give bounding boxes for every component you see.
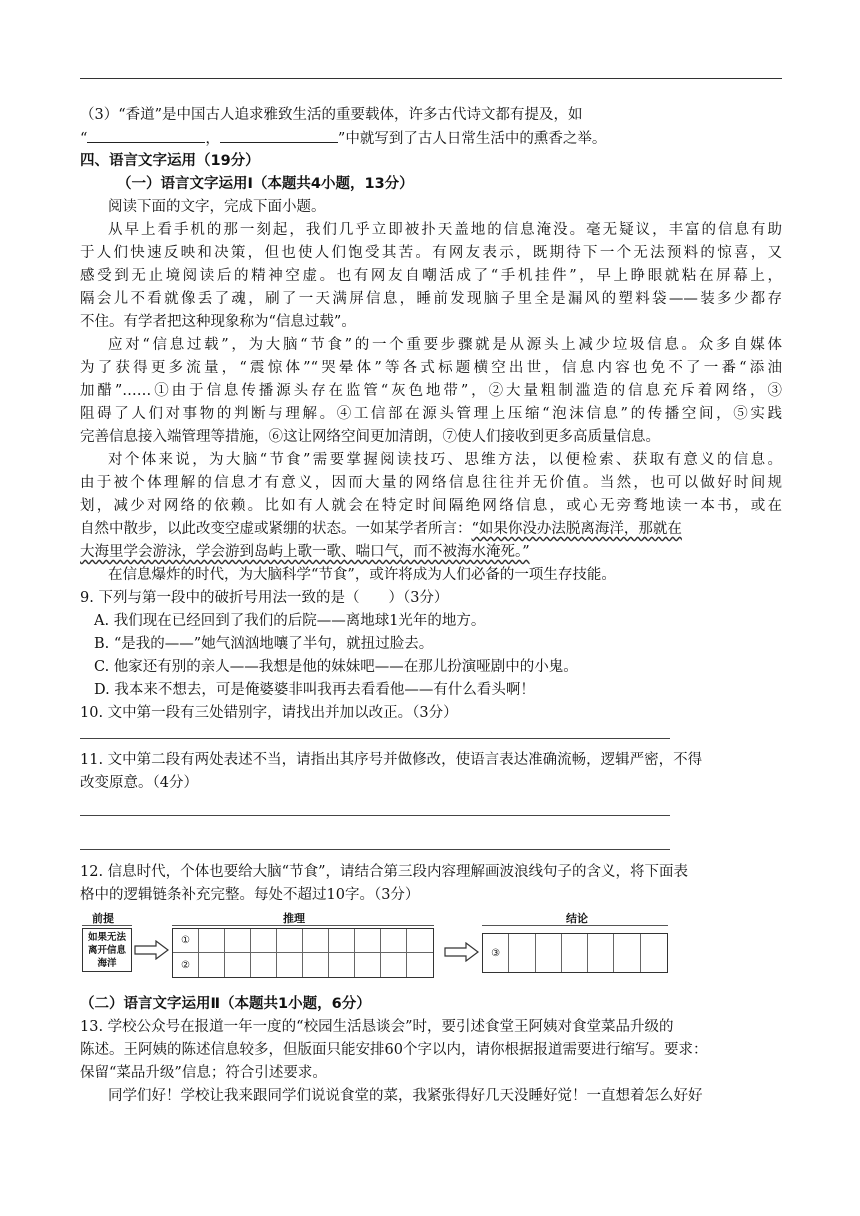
answer-cell[interactable] (251, 929, 277, 953)
reasoning-label: 推理 (283, 912, 305, 925)
answer-cell[interactable] (251, 953, 277, 977)
para1-line: 不住。有学者把这种现象称为“信息过载”。 (80, 314, 356, 330)
q13-quote: 同学们好！学校让我来跟同学们说说食堂的菜，我紧张得好几天没睡好觉！一直想着怎么好好 (108, 1088, 703, 1104)
para3-line (80, 541, 782, 563)
q13-stem-cont: 陈述。王阿姨的陈述信息较多，但版面只能安排60个字以内，请你根据报道需要进行缩写。要求： (80, 1042, 708, 1058)
q13-stem-cont: 保留“菜品升级”信息；符合引述要求。 (80, 1065, 327, 1081)
conclusion-grid[interactable] (482, 933, 668, 973)
section4-title: 四、语言文字运用（19分） (80, 153, 260, 169)
para3-line: 由于被个体理解的信息才有意义，因而大量的网络信息往往并无价值。当然，也可以做好时间规 (80, 475, 782, 491)
para1-line: 于人们快速反映和决策，但也使人们饱受其苦。有网友表示，既期待下一个无法预料的惊喜，又 (80, 245, 782, 261)
wavy-sentence: 大海里学会游泳，学会游到岛屿上歌一歌、喘口气，而不被海水淹死。” (80, 544, 530, 560)
row-marker[interactable]: ② (173, 953, 199, 977)
answer-cell[interactable] (329, 929, 355, 953)
reading-intro: 阅读下面的文字，完成下面小题。 (108, 199, 326, 215)
reasoning-grid[interactable] (172, 928, 434, 978)
q9-option-d[interactable]: D. 我本来不想去，可是俺婆婆非叫我再去看看他——有什么看头啊！ (94, 682, 535, 698)
answer-cell[interactable] (355, 953, 381, 977)
answer-cell[interactable] (381, 953, 407, 977)
answer-cell[interactable] (614, 934, 640, 972)
conclusion-rule (482, 925, 668, 926)
answer-cell[interactable] (303, 953, 329, 977)
sub2-title: （二）语言文字运用Ⅱ（本题共1小题，6分） (80, 996, 371, 1012)
premise-box: 如果无法 离开信息 海洋 (82, 928, 132, 972)
q9-option-c[interactable]: C. 他家还有别的亲人——我想是他的妹妹吧——在那儿扮演哑剧中的小鬼。 (94, 659, 578, 675)
q11-answer-line[interactable] (80, 815, 670, 816)
answer-cell[interactable] (355, 929, 381, 953)
answer-cell[interactable] (225, 953, 251, 977)
para1-line: 感受到无止境阅读后的精神空虚。也有网友自嘲活成了“手机挂件”，早上睁眼就粘在屏幕上， (80, 268, 782, 284)
answer-cell[interactable] (381, 929, 407, 953)
answer-cell[interactable] (277, 953, 303, 977)
header-rule (80, 78, 782, 79)
q9-option-a[interactable]: A. 我们现在已经回到了我们的后院——离地球1光年的地方。 (94, 613, 486, 629)
answer-cell[interactable] (588, 934, 614, 972)
answer-cell[interactable] (407, 953, 433, 977)
para2-line: 加醋”……①由于信息传播源头存在监管“灰色地带”，②大量粗制滥造的信息充斥着网络，③ (80, 383, 782, 399)
para3-line: 自然中散步，以此改变空虚或紧绷的状态。一如某学者所言：“如果你没办法脱离海洋，那就在 (80, 521, 682, 537)
answer-cell[interactable] (407, 929, 433, 953)
para3-line: 对个体来说，为大脑“节食”需要掌握阅读技巧、思维方法，以便检索、获取有意义的信息。 (108, 452, 782, 468)
para3-line: 划，减少对网络的依赖。比如有人就会在特定时间隔绝网络信息，或心无旁骛地读一本书，或在 (80, 498, 782, 514)
q11-stem-cont: 改变原意。（4分） (80, 775, 198, 791)
para2-line: 为了获得更多流量，“震惊体”“哭晕体”等各式标题横空出世，信息内容也免不了一番“添油 (80, 360, 782, 376)
para2-line: 完善信息接入端管理等措施，⑥这让网络空间更加清朗，⑦使人们接收到更多高质量信息。 (80, 429, 660, 445)
answer-cell[interactable] (509, 934, 535, 972)
answer-cell[interactable] (199, 953, 225, 977)
para2-line: 应对“信息过载”，为大脑“节食”的一个重要步骤就是从源头上减少垃圾信息。众多自媒体 (108, 337, 782, 353)
answer-cell[interactable] (303, 929, 329, 953)
premise-label: 前提 (92, 912, 114, 925)
arrow-right-icon (134, 940, 170, 960)
answer-blank-1[interactable] (87, 127, 205, 143)
para1-line: 隔会儿不看就像丢了魂，刷了一天满屏信息，睡前发现脑子里全是漏风的塑料袋——装多少都存 (80, 291, 782, 307)
answer-cell[interactable] (536, 934, 562, 972)
wavy-sentence: “如果你没办法脱离海洋，那就在 (471, 521, 682, 537)
conclusion-label: 结论 (566, 912, 588, 925)
para2-line: 阻碍了人们对事物的判断与理解。④工信部在源头管理上压缩“泡沫信息”的传播空间，⑤实践 (80, 406, 782, 422)
sub1-title: （一）语言文字运用Ⅰ（本题共4小题，13分） (117, 176, 414, 192)
reasoning-rule (172, 925, 434, 926)
q12-stem-cont: 格中的逻辑链条补充完整。每处不超过10字。（3分） (80, 887, 420, 903)
q10-answer-line[interactable] (80, 738, 670, 739)
arrow-right-icon (444, 942, 480, 962)
q3-line2: “ ， ”中就写到了古人日常生活中的熏香之举。 (80, 127, 782, 150)
para1-line: 从早上看手机的那一刻起，我们几乎立即被扑天盖地的信息淹没。毫无疑议，丰富的信息有助 (108, 222, 782, 238)
row-marker[interactable]: ③ (483, 934, 509, 972)
q9-option-b[interactable]: B. “是我的——”她气汹汹地嚷了半句，就扭过脸去。 (94, 636, 434, 652)
q9-stem: 9. 下列与第一段中的破折号用法一致的是（ ）（3分） (80, 590, 449, 606)
premise-rule (82, 925, 132, 926)
q10-stem: 10. 文中第一段有三处错别字，请找出并加以改正。（3分） (80, 705, 458, 721)
q13-stem: 13. 学校公众号在报道一年一度的“校园生活恳谈会”时，要引述食堂王阿姨对食堂菜品升级的 (80, 1019, 674, 1035)
q3-line1: （3）“香道”是中国古人追求雅致生活的重要载体，许多古代诗文都有提及，如 (80, 107, 583, 123)
row-marker[interactable]: ① (173, 929, 199, 953)
q11-stem: 11. 文中第二段有两处表述不当，请指出其序号并做修改，使语言表达准确流畅，逻辑严密，不得 (80, 752, 703, 768)
q12-stem: 12. 信息时代，个体也要给大脑“节食”，请结合第三段内容理解画波浪线句子的含义，将下面表 (80, 864, 688, 880)
answer-cell[interactable] (199, 929, 225, 953)
answer-cell[interactable] (277, 929, 303, 953)
answer-blank-2[interactable] (220, 127, 338, 143)
answer-cell[interactable] (641, 934, 667, 972)
answer-cell[interactable] (562, 934, 588, 972)
para4: 在信息爆炸的时代，为大脑科学“节食”，或许将成为人们必备的一项生存技能。 (108, 567, 616, 583)
q11-answer-line[interactable] (80, 849, 670, 850)
answer-cell[interactable] (329, 953, 355, 977)
answer-cell[interactable] (225, 929, 251, 953)
